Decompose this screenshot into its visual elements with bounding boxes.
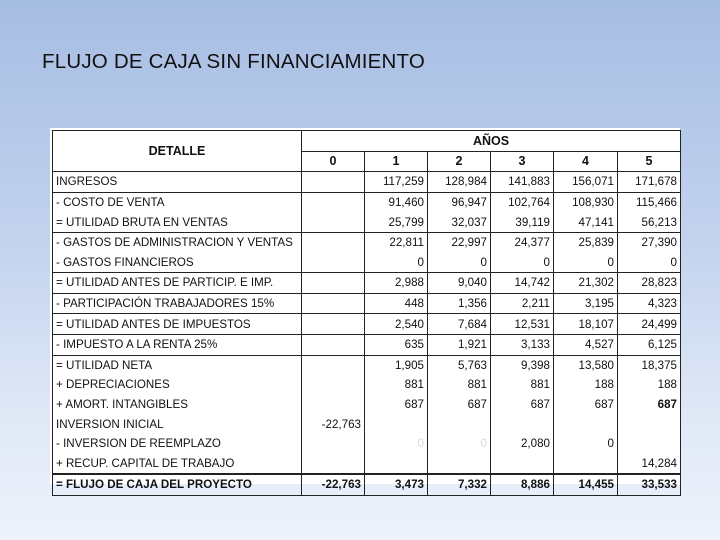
total-label: = FLUJO DE CAJA DEL PROYECTO: [53, 474, 302, 495]
anos-header: AÑOS: [302, 131, 681, 152]
cell-value: 687: [618, 395, 681, 415]
cell-value: 881: [365, 375, 428, 395]
cell-value: [365, 454, 428, 475]
cell-value: 188: [618, 375, 681, 395]
cell-value: 25,799: [365, 212, 428, 232]
cell-value: [302, 273, 365, 294]
cell-value: 24,377: [491, 232, 554, 252]
cell-value: 47,141: [554, 212, 618, 232]
cell-value: 635: [365, 334, 428, 355]
cell-value: 9,398: [491, 355, 554, 375]
table-row: [53, 273, 681, 294]
cell-value: 0: [618, 253, 681, 273]
row-label: - GASTOS DE ADMINISTRACION Y VENTAS: [53, 232, 302, 252]
cell-value: 32,037: [428, 212, 491, 232]
cell-value: [302, 375, 365, 395]
cell-value: 188: [554, 375, 618, 395]
cell-value: 56,213: [618, 212, 681, 232]
total-value: -22,763: [302, 474, 365, 495]
year-header: 5: [618, 151, 681, 172]
table-row: [53, 395, 681, 415]
cell-value: 1,905: [365, 355, 428, 375]
cell-value: [618, 414, 681, 434]
row-label: = UTILIDAD ANTES DE PARTICIP. E IMP.: [53, 273, 302, 294]
cell-value: 22,997: [428, 232, 491, 252]
cell-value: [302, 395, 365, 415]
cell-value: [491, 414, 554, 434]
year-header: 0: [302, 151, 365, 172]
cell-value: 0: [491, 253, 554, 273]
table-row: [53, 314, 681, 335]
cell-value: [491, 454, 554, 475]
cell-value: [554, 414, 618, 434]
table-row: [53, 232, 681, 252]
row-label: + AMORT. INTANGIBLES: [53, 395, 302, 415]
cell-value: [618, 434, 681, 454]
cell-value: 141,883: [491, 172, 554, 193]
cell-value: 1,921: [428, 334, 491, 355]
cell-value: 12,531: [491, 314, 554, 335]
cell-value: 115,466: [618, 192, 681, 212]
cell-value: 4,323: [618, 293, 681, 314]
row-label: = UTILIDAD ANTES DE IMPUESTOS: [53, 314, 302, 335]
cell-value: 3,195: [554, 293, 618, 314]
cell-value: 9,040: [428, 273, 491, 294]
total-value: 7,332: [428, 474, 491, 495]
cell-value: 96,947: [428, 192, 491, 212]
cell-value: 3,133: [491, 334, 554, 355]
cell-value: 22,811: [365, 232, 428, 252]
cell-value: 2,080: [491, 434, 554, 454]
cell-value: 25,839: [554, 232, 618, 252]
row-label: + DEPRECIACIONES: [53, 375, 302, 395]
cell-value: [302, 454, 365, 475]
detalle-header: DETALLE: [53, 131, 302, 172]
cell-value: 0: [554, 434, 618, 454]
cell-value: 171,678: [618, 172, 681, 193]
year-header: 3: [491, 151, 554, 172]
cell-value: 5,763: [428, 355, 491, 375]
cell-value: 117,259: [365, 172, 428, 193]
table-row: [53, 454, 681, 475]
total-value: 14,455: [554, 474, 618, 495]
table-row: [53, 414, 681, 434]
table-row: [53, 375, 681, 395]
cell-value: 2,540: [365, 314, 428, 335]
table-row: [53, 253, 681, 273]
cell-value: 881: [491, 375, 554, 395]
cell-value: 24,499: [618, 314, 681, 335]
cell-value: [302, 212, 365, 232]
cell-value: 0: [365, 434, 428, 454]
cell-value: 448: [365, 293, 428, 314]
table-row: [53, 334, 681, 355]
cell-value: 18,375: [618, 355, 681, 375]
table-row: [53, 355, 681, 375]
table-row: [53, 212, 681, 232]
year-header: 4: [554, 151, 618, 172]
cell-value: 128,984: [428, 172, 491, 193]
cell-value: [302, 334, 365, 355]
row-label: INGRESOS: [53, 172, 302, 193]
cell-value: [302, 314, 365, 335]
cell-value: [428, 414, 491, 434]
total-value: 3,473: [365, 474, 428, 495]
total-row: [53, 474, 681, 495]
cell-value: 881: [428, 375, 491, 395]
cell-value: 91,460: [365, 192, 428, 212]
cell-value: 687: [428, 395, 491, 415]
cell-value: 0: [428, 434, 491, 454]
cell-value: [554, 454, 618, 475]
cell-value: 102,764: [491, 192, 554, 212]
cell-value: 0: [365, 253, 428, 273]
cell-value: 0: [428, 253, 491, 273]
row-label: - PARTICIPACIÓN TRABAJADORES 15%: [53, 293, 302, 314]
row-label: - INVERSION DE REEMPLAZO: [53, 434, 302, 454]
cell-value: 1,356: [428, 293, 491, 314]
cell-value: 687: [554, 395, 618, 415]
cell-value: 13,580: [554, 355, 618, 375]
cell-value: [302, 293, 365, 314]
cell-value: [428, 454, 491, 475]
cell-value: 6,125: [618, 334, 681, 355]
cell-value: [302, 192, 365, 212]
row-label: - GASTOS FINANCIEROS: [53, 253, 302, 273]
total-value: 8,886: [491, 474, 554, 495]
cash-flow-table: [52, 130, 681, 496]
row-label: = UTILIDAD BRUTA EN VENTAS: [53, 212, 302, 232]
cell-value: [365, 414, 428, 434]
table-row: [53, 293, 681, 314]
row-label: - COSTO DE VENTA: [53, 192, 302, 212]
total-value: 33,533: [618, 474, 681, 495]
cell-value: 14,742: [491, 273, 554, 294]
cell-value: -22,763: [302, 414, 365, 434]
cell-value: [302, 355, 365, 375]
cell-value: 14,284: [618, 454, 681, 475]
row-label: + RECUP. CAPITAL DE TRABAJO: [53, 454, 302, 475]
cell-value: 18,107: [554, 314, 618, 335]
row-label: - IMPUESTO A LA RENTA 25%: [53, 334, 302, 355]
cell-value: 21,302: [554, 273, 618, 294]
table-row: [53, 192, 681, 212]
cell-value: 39,119: [491, 212, 554, 232]
row-label: INVERSION INICIAL: [53, 414, 302, 434]
cell-value: 156,071: [554, 172, 618, 193]
cell-value: 2,988: [365, 273, 428, 294]
cell-value: [302, 172, 365, 193]
cell-value: 108,930: [554, 192, 618, 212]
cell-value: 28,823: [618, 273, 681, 294]
cell-value: 2,211: [491, 293, 554, 314]
slide-title: FLUJO DE CAJA SIN FINANCIAMIENTO: [42, 50, 426, 73]
cell-value: 687: [365, 395, 428, 415]
cell-value: [302, 232, 365, 252]
cell-value: 7,684: [428, 314, 491, 335]
year-header: 2: [428, 151, 491, 172]
cell-value: 4,527: [554, 334, 618, 355]
cell-value: [302, 434, 365, 454]
table-row: [53, 172, 681, 193]
year-header: 1: [365, 151, 428, 172]
cell-value: [302, 253, 365, 273]
cell-value: 0: [554, 253, 618, 273]
cell-value: 687: [491, 395, 554, 415]
cell-value: 27,390: [618, 232, 681, 252]
table-row: [53, 434, 681, 454]
row-label: = UTILIDAD NETA: [53, 355, 302, 375]
